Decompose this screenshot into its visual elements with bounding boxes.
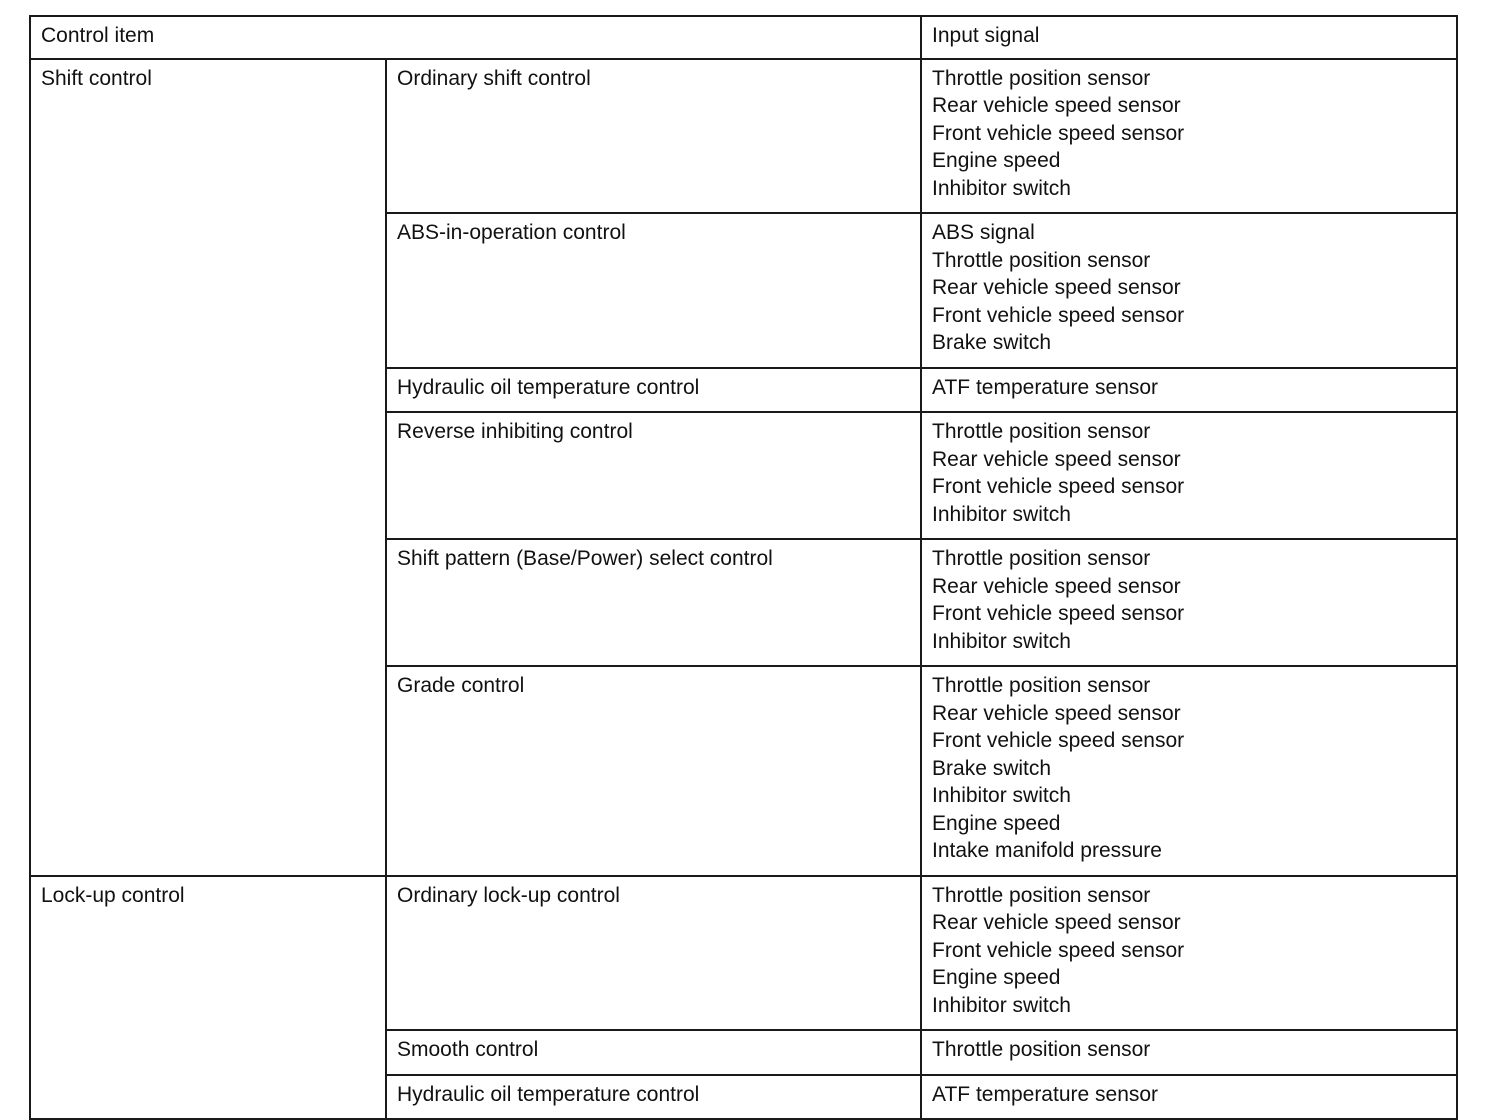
table-row bbox=[30, 59, 1457, 214]
control-item-cell: Shift pattern (Base/Power) select control bbox=[386, 539, 921, 666]
control-item-cell: ABS-in-operation control bbox=[386, 213, 921, 368]
input-signal-line: Rear vehicle speed sensor bbox=[932, 94, 1181, 117]
control-item-cell: Hydraulic oil temperature control bbox=[386, 1075, 921, 1120]
input-signal-line: Rear vehicle speed sensor bbox=[932, 911, 1181, 934]
control-item-cell: Reverse inhibiting control bbox=[386, 412, 921, 539]
input-signal-line: Rear vehicle speed sensor bbox=[932, 447, 1181, 471]
input-signal-line: Front vehicle speed sensor bbox=[932, 602, 1185, 625]
input-signal-line: Inhibitor switch bbox=[932, 629, 1071, 653]
input-signal-line: Front vehicle speed sensor bbox=[932, 938, 1185, 962]
input-signal-line: Engine speed bbox=[932, 149, 1061, 172]
input-signal-line: Intake manifold pressure bbox=[932, 839, 1162, 862]
input-signal-line: Throttle position sensor bbox=[932, 547, 1151, 570]
input-signal-cell bbox=[921, 213, 1457, 368]
input-signal-line: ATF temperature sensor bbox=[932, 1082, 1159, 1106]
input-signal-line: ABS signal bbox=[932, 221, 1035, 244]
input-signal-line: Front vehicle speed sensor bbox=[932, 475, 1185, 498]
input-signal-line: Inhibitor switch bbox=[932, 502, 1071, 526]
control-item-cell: Grade control bbox=[386, 666, 921, 876]
input-signal-line: Throttle position sensor bbox=[932, 66, 1151, 90]
input-signal-line: Engine speed bbox=[932, 811, 1061, 835]
control-item-cell: Ordinary lock-up control bbox=[386, 876, 921, 1031]
input-signal-line: Inhibitor switch bbox=[932, 993, 1071, 1017]
header-input-signal: Input signal bbox=[921, 16, 1457, 59]
input-signal-cell bbox=[921, 1030, 1457, 1075]
input-signal-line: Brake switch bbox=[932, 331, 1052, 354]
input-signal-line: Front vehicle speed sensor bbox=[932, 121, 1185, 145]
input-signal-line: Rear vehicle speed sensor bbox=[932, 701, 1181, 725]
input-signal-line: Throttle position sensor bbox=[932, 420, 1151, 443]
input-signal-cell bbox=[921, 412, 1457, 539]
input-signal-cell bbox=[921, 368, 1457, 413]
group-name-cell: Shift control bbox=[30, 59, 386, 876]
input-signal-cell bbox=[921, 59, 1457, 214]
input-signal-line: Inhibitor switch bbox=[932, 176, 1071, 200]
header-control-item: Control item bbox=[30, 16, 921, 59]
input-signal-line: Rear vehicle speed sensor bbox=[932, 276, 1181, 299]
input-signal-line: Rear vehicle speed sensor bbox=[932, 574, 1181, 598]
control-signal-table bbox=[29, 15, 1458, 1120]
control-item-cell: Hydraulic oil temperature control bbox=[386, 368, 921, 413]
input-signal-cell bbox=[921, 1075, 1457, 1120]
input-signal-line: Throttle position sensor bbox=[932, 883, 1151, 907]
input-signal-line: ATF temperature sensor bbox=[932, 375, 1159, 399]
table-row bbox=[30, 876, 1457, 1031]
input-signal-line: Brake switch bbox=[932, 756, 1052, 780]
input-signal-cell bbox=[921, 539, 1457, 666]
input-signal-line: Throttle position sensor bbox=[932, 674, 1151, 697]
input-signal-cell bbox=[921, 666, 1457, 876]
group-name-cell: Lock-up control bbox=[30, 876, 386, 1120]
input-signal-line: Front vehicle speed sensor bbox=[932, 729, 1185, 752]
input-signal-line: Throttle position sensor bbox=[932, 248, 1151, 272]
table-body bbox=[30, 16, 1457, 1119]
input-signal-line: Engine speed bbox=[932, 966, 1061, 989]
control-item-cell: Ordinary shift control bbox=[386, 59, 921, 214]
input-signal-line: Throttle position sensor bbox=[932, 1038, 1151, 1061]
input-signal-cell bbox=[921, 876, 1457, 1031]
input-signal-line: Front vehicle speed sensor bbox=[932, 303, 1185, 327]
input-signal-line: Inhibitor switch bbox=[932, 784, 1071, 807]
header-row bbox=[30, 16, 1457, 59]
control-item-cell: Smooth control bbox=[386, 1030, 921, 1075]
